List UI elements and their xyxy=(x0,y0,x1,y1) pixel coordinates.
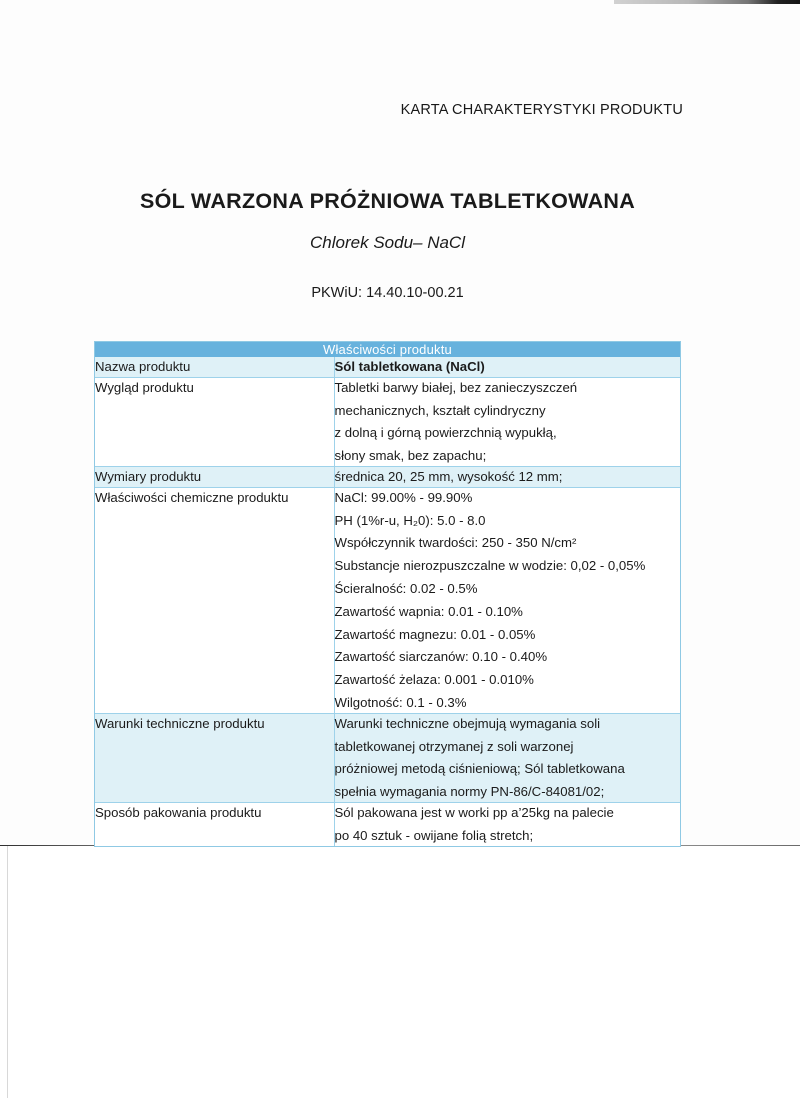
row-value-line: Substancje nierozpuszczalne w wodzie: 0,02 - 0,05% xyxy=(334,558,646,574)
row-value-line: po 40 sztuk - owijane folią stretch; xyxy=(334,827,534,843)
row-value xyxy=(334,357,680,377)
table-row xyxy=(95,377,680,466)
document-kicker: KARTA CHARAKTERYSTYKI PRODUKTU xyxy=(400,102,683,118)
row-value xyxy=(334,377,680,466)
scan-artifact-left-edge xyxy=(7,846,8,1098)
row-value-line: Zawartość wapnia: 0.01 - 0.10% xyxy=(334,603,523,619)
row-label: Sposób pakowania produktu xyxy=(95,802,334,845)
row-value-line: Sól tabletkowana (NaCl) xyxy=(334,359,485,374)
row-value-line: tabletkowanej otrzymanej z soli warzonej xyxy=(334,738,574,754)
scan-artifact-bottom-area xyxy=(0,846,800,1100)
row-value xyxy=(334,713,680,802)
row-value-line: mechanicznych, kształt cylindryczny xyxy=(334,402,546,418)
scan-artifact-top-right xyxy=(614,0,800,4)
row-label: Właściwości chemiczne produktu xyxy=(95,487,334,713)
row-value-line: Ścieralność: 0.02 - 0.5% xyxy=(334,580,478,596)
page-title: SÓL WARZONA PRÓŻNIOWA TABLETKOWANA xyxy=(139,189,636,214)
row-value-line: Zawartość siarczanów: 0.10 - 0.40% xyxy=(334,649,548,665)
document-subtitle: Chlorek Sodu– NaCl xyxy=(310,233,465,252)
table-row xyxy=(95,713,680,802)
row-value-line: Tabletki barwy białej, bez zanieczyszczeń xyxy=(334,379,578,395)
table-row xyxy=(95,357,680,377)
row-value-line: NaCl: 99.00% - 99.90% xyxy=(334,489,473,505)
table-row xyxy=(95,487,680,713)
row-value-line: słony smak, bez zapachu; xyxy=(334,448,487,464)
row-value-line: Warunki techniczne obejmują wymagania soli xyxy=(334,715,601,731)
table-body xyxy=(95,357,680,846)
row-value-line: spełnia wymagania normy PN-86/C-84081/02; xyxy=(334,784,605,800)
pkwiu-code: PKWiU: 14.40.10-00.21 xyxy=(311,285,464,301)
row-value-line: z dolną i górną powierzchnią wypukłą, xyxy=(334,425,557,441)
row-value-line: PH (1%r-u, H₂0): 5.0 - 8.0 xyxy=(334,512,486,528)
row-value-line: Współczynnik twardości: 250 - 350 N/cm² xyxy=(334,535,577,551)
row-value-line: Wilgotność: 0.1 - 0.3% xyxy=(334,694,467,710)
row-value-line: Sól pakowana jest w worki pp a’25kg na palecie xyxy=(334,804,614,820)
row-label: Wygląd produktu xyxy=(95,377,334,466)
row-value xyxy=(334,802,680,845)
row-value xyxy=(334,466,680,487)
row-label: Nazwa produktu xyxy=(95,357,334,377)
table-row xyxy=(95,466,680,487)
row-value-line: Zawartość magnezu: 0.01 - 0.05% xyxy=(334,626,536,642)
row-value xyxy=(334,487,680,713)
row-label: Warunki techniczne produktu xyxy=(95,713,334,802)
row-value-line: Zawartość żelaza: 0.001 - 0.010% xyxy=(334,672,534,688)
product-properties-table xyxy=(94,341,681,847)
row-label: Wymiary produktu xyxy=(95,466,334,487)
table-header-title: Właściwości produktu xyxy=(95,342,680,357)
row-value-line: próżniowej metodą ciśnieniową; Sól tabletkowana xyxy=(334,761,625,777)
table-header-row xyxy=(95,342,680,357)
table-row xyxy=(95,802,680,845)
row-value-line: średnica 20, 25 mm, wysokość 12 mm; xyxy=(334,468,563,484)
